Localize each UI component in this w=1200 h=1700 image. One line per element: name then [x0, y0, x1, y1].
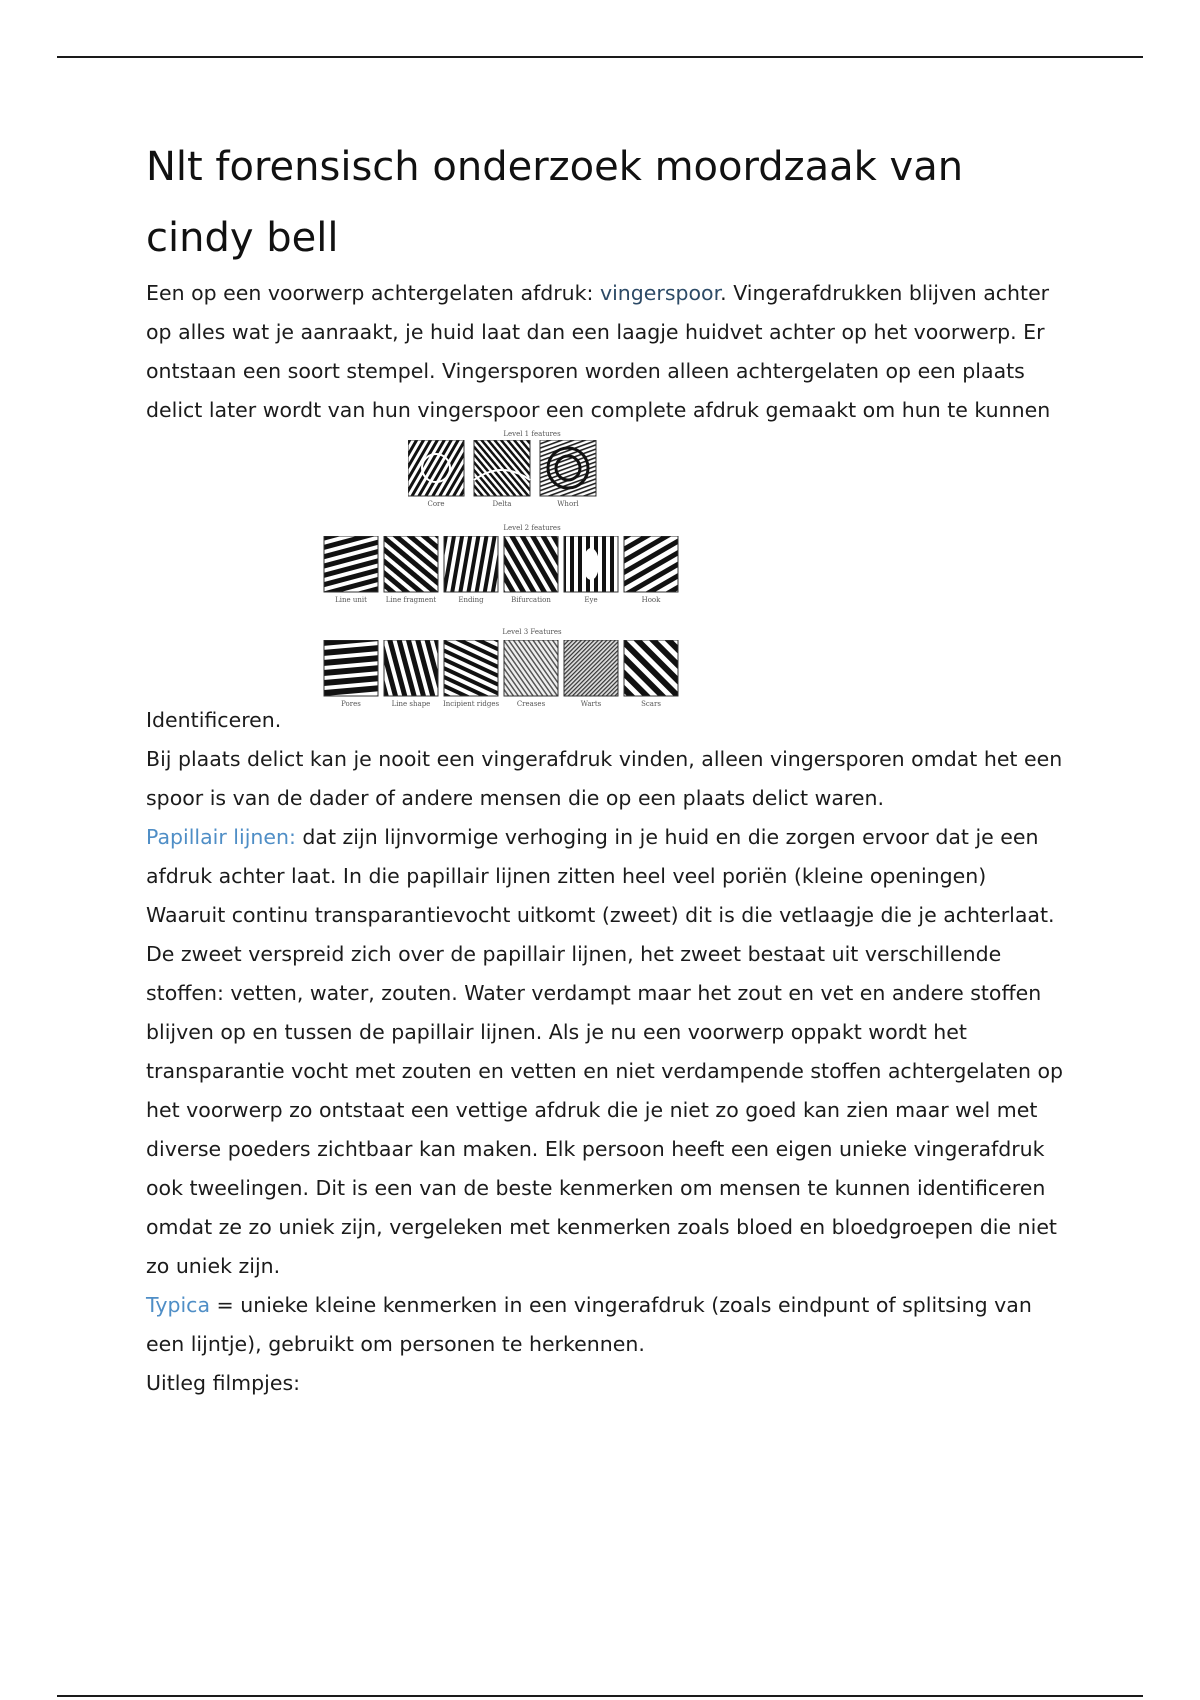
- level1-caption: Core: [427, 500, 445, 508]
- level2-caption: Eye: [584, 596, 598, 604]
- level2-caption: Bifurcation: [511, 596, 551, 604]
- level3-caption: Creases: [516, 700, 546, 708]
- level3-caption: Pores: [341, 700, 361, 708]
- paragraph-typica: [146, 1286, 1066, 1364]
- level2-fingerprint-image: [322, 536, 742, 596]
- page-title: Nlt forensisch onderzoek moordzaak van cindy bell: [146, 144, 964, 261]
- level2-caption: Hook: [641, 596, 661, 604]
- level3-caption: Incipient ridges: [442, 700, 500, 708]
- level3-fingerprint-image: [322, 640, 742, 700]
- level2-caption: Line fragment: [385, 596, 437, 604]
- top-rule: [57, 56, 1143, 58]
- term-typica: Typica: [146, 1293, 211, 1317]
- level2-caption: Line unit: [335, 596, 367, 604]
- fingerprint-features-figure: [322, 430, 742, 736]
- level2-caption: Ending: [458, 596, 484, 604]
- level1-caption: Delta: [492, 500, 512, 508]
- level3-caption: Scars: [641, 700, 661, 708]
- level2-title: Level 2 features: [503, 524, 561, 532]
- document-body: [146, 132, 1066, 1403]
- paragraph-vingerspoor: [146, 274, 1066, 430]
- level1-title: Level 1 features: [503, 430, 561, 438]
- term-papillair-lijnen: Papillair lijnen:: [146, 825, 296, 849]
- term-vingerspoor: vingerspoor: [599, 281, 721, 305]
- paragraph-text: . Vingerafdrukken blijven achter op alles wat je aanraakt, je huid laat dan een laagje huidvet achter op het voorwerp. Er ontstaan een soort stempel. Vingersporen worden alleen achtergelaten op een plaats delict later wordt van hun vingerspoor een complete afdruk gemaakt om hun te kunnen: [146, 281, 1051, 422]
- paragraph-text: dat zijn lijnvormige verhoging in je huid en die zorgen ervoor dat je een afdruk achter laat. In die papillair lijnen zitten heel veel poriën (kleine openingen): [146, 825, 1039, 888]
- level3-caption: Warts: [580, 700, 602, 708]
- figure-row: [146, 430, 1066, 740]
- level1-caption: Whorl: [557, 500, 579, 508]
- paragraph-text: Een op een voorwerp achtergelaten afdruk:: [146, 281, 600, 305]
- level3-caption: Line shape: [391, 700, 431, 708]
- bottom-rule: [57, 1695, 1143, 1697]
- paragraph-uitleg: Uitleg filmpjes:: [146, 1371, 301, 1395]
- paragraph-text: = unieke kleine kenmerken in een vingerafdruk (zoals eindpunt of splitsing van een lijntje), gebruikt om personen te herkennen.: [146, 1293, 1032, 1356]
- paragraph-papillair: [146, 818, 1066, 896]
- level3-title: Level 3 Features: [502, 628, 562, 636]
- paragraph-zweet: Waaruit continu transparantievocht uitkomt (zweet) dit is die vetlaagje die je achterlaat. De zweet verspreid zich over de papillair lijnen, het zweet bestaat uit verschillende stoffen: vetten, water, zouten. Water verdampt maar het zout en vet en andere stoffen blijven op en tussen de papillair lijnen. Als je nu een voorwerp oppakt wordt het transparantie vocht met zouten en vetten en niet verdampende stoffen achtergelaten op het voorwerp zo ontstaat een vettige afdruk die je niet zo goed kan zien maar wel met diverse poeders zichtbaar kan maken. Elk persoon heeft een eigen unieke vingerafdruk ook tweelingen. Dit is een van de beste kenmerken om mensen te kunnen identificeren omdat ze zo uniek zijn, vergeleken met kenmerken zoals bloed en bloedgroepen die niet zo uniek zijn.: [146, 903, 1064, 1278]
- identificeren-label: Identificeren.: [146, 708, 282, 732]
- paragraph-plaats-delict: Bij plaats delict kan je nooit een vingerafdruk vinden, alleen vingersporen omdat het een spoor is van de dader of andere mensen die op een plaats delict waren.: [146, 747, 1063, 810]
- level1-fingerprint-image: [408, 440, 660, 500]
